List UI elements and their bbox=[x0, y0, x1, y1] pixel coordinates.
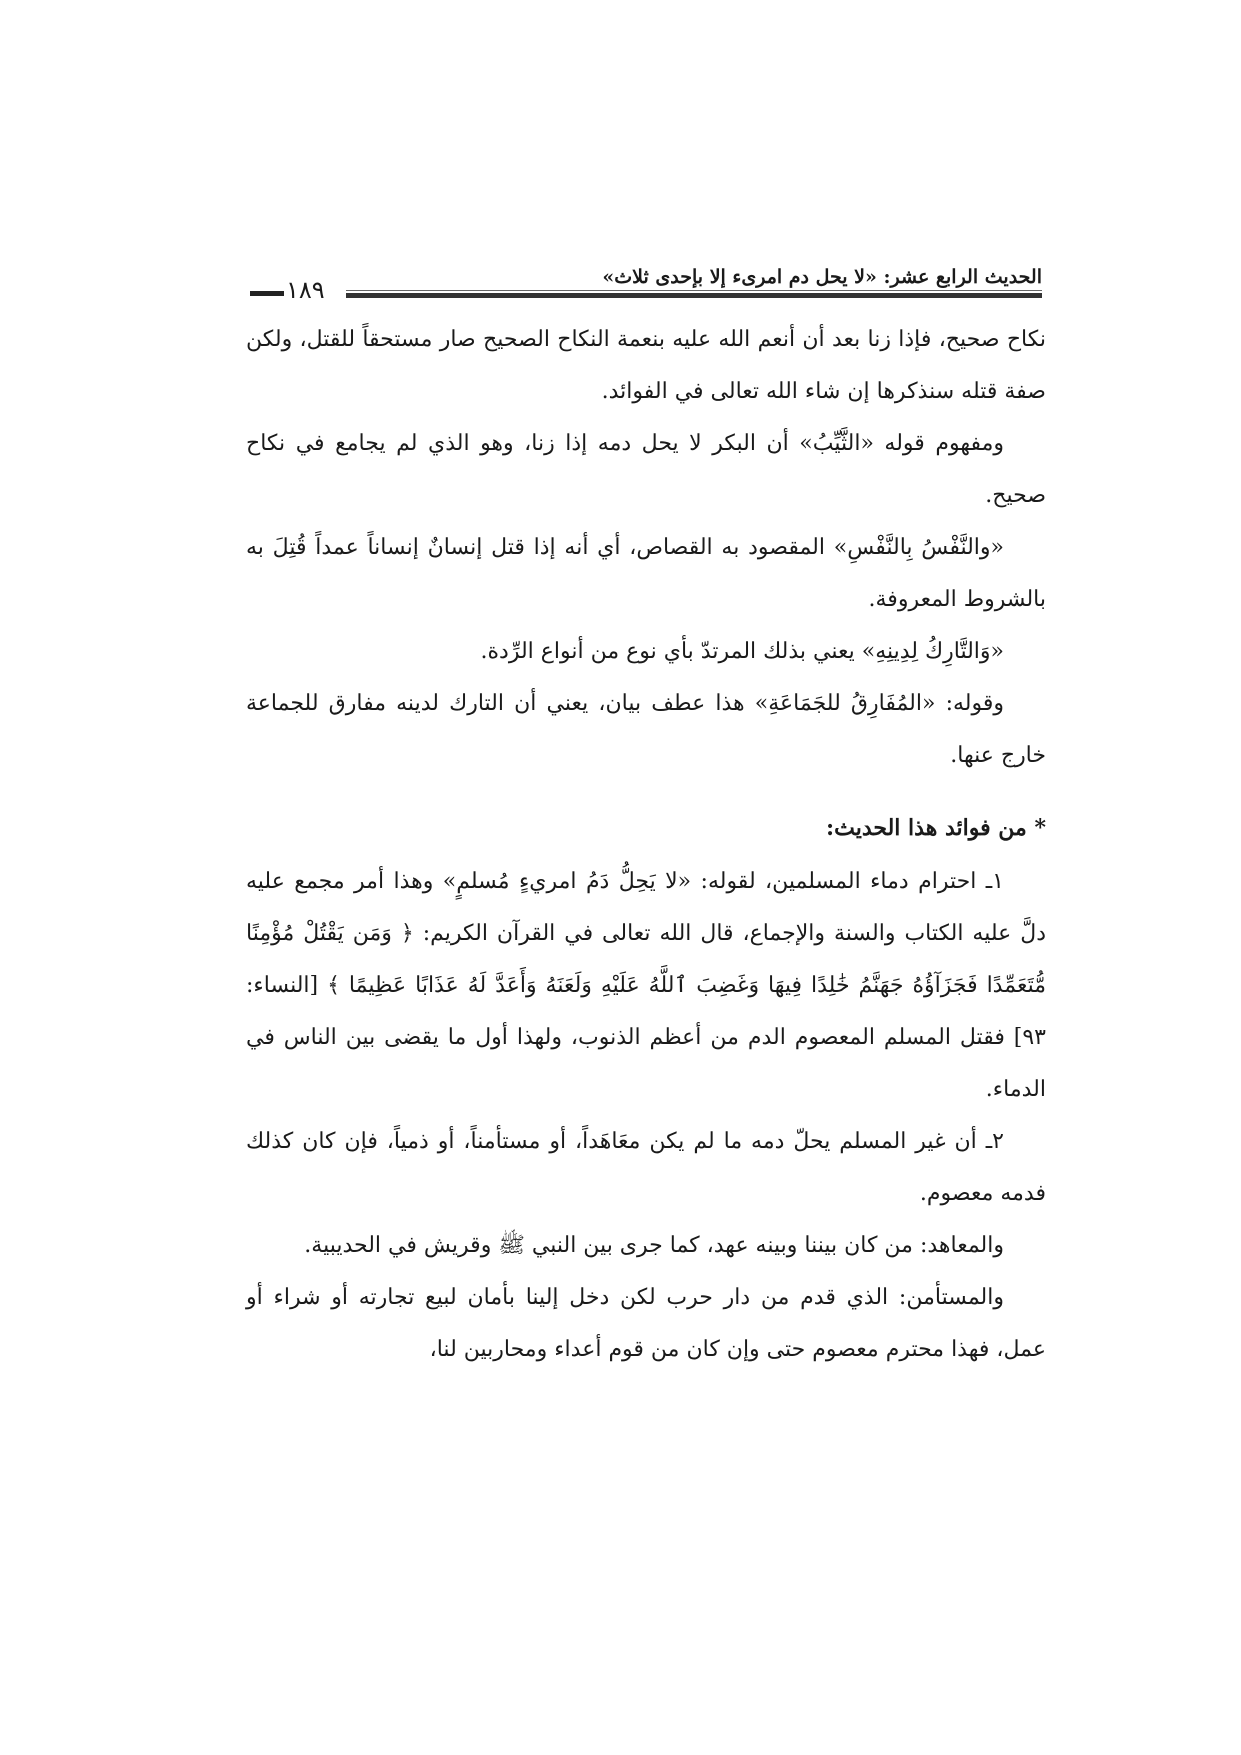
paragraph-continuation: نكاح صحيح، فإذا زنا بعد أن أنعم الله عليه بنعمة النكاح الصحيح صار مستحقاً للقتل، ولكن صفة قتله سنذكرها إن شاء الله تعالى في الفوائد. bbox=[246, 327, 1046, 404]
header-rule-right bbox=[346, 293, 1042, 298]
page-number: ١٨٩ bbox=[286, 276, 325, 304]
running-title: الحديث الرابع عشر: «لا يحل دم امرىء إلا بإحدى ثلاث» bbox=[602, 266, 1042, 288]
benefit-2: ٢ـ أن غير المسلم يحلّ دمه ما لم يكن معَاهَداً، أو مستأمناً، أو ذمياً، فإن كان كذلك فدمه معصوم. bbox=[246, 1129, 1046, 1206]
definition-mustamin: والمستأمن: الذي قدم من دار حرب لكن دخل إلينا بأمان لبيع تجارته أو شراء أو عمل، فهذا محترم معصوم حتى وإن كان من قوم أعداء ومحاربين لنا، bbox=[246, 1285, 1046, 1362]
paragraph-nafs: «والنَّفْسُ بِالنَّفْسِ» المقصود به القصاص، أي أنه إذا قتل إنسانٌ إنساناً عمداً قُتِلَ به بالشروط المعروفة. bbox=[246, 535, 1046, 612]
section-heading: * من فوائد هذا الحديث: bbox=[825, 815, 1046, 841]
benefit-1: ١ـ احترام دماء المسلمين، لقوله: «لا يَحِلُّ دَمُ امريءٍ مُسلمٍ» وهذا أمر مجمع عليه دلَّ عليه الكتاب والسنة والإجماع، قال الله تعالى في القرآن الكريم: ﴿ وَمَن يَقْتُلْ مُؤْمِنًا مُّتَعَمِّدًا فَجَزَآؤُهُ جَهَنَّمُ خَٰلِدًا فِيهَا وَغَضِبَ ٱللَّهُ عَلَيْهِ وَلَعَنَهُ وَأَعَدَّ لَهُ عَذَابًا عَظِيمًا ﴾ [النساء: ٩٣] فقتل المسلم المعصوم الدم من أعظم الذنوب، ولهذا أول ما يقضى بين الناس في الدماء. bbox=[246, 869, 1046, 1102]
paragraph-tarik: «وَالتَّارِكُ لِدِينِهِ» يعني بذلك المرتدّ بأي نوع من أنواع الرِّدة. bbox=[480, 639, 1004, 664]
header-rule-left bbox=[250, 291, 284, 296]
definition-muahad: والمعاهد: من كان بيننا وبينه عهد، كما جرى بين النبي ﷺ وقريش في الحديبية. bbox=[304, 1233, 1004, 1258]
page-header bbox=[250, 262, 1042, 312]
paragraph-thayyib: ومفهوم قوله «الثَّيِّبُ» أن البكر لا يحل دمه إذا زنا، وهو الذي لم يجامع في نكاح صحيح. bbox=[246, 431, 1046, 508]
paragraph-mufariq: وقوله: «المُفَارِقُ للجَمَاعَةِ» هذا عطف بيان، يعني أن التارك لدينه مفارق للجماعة خارج عنها. bbox=[246, 691, 1046, 768]
page-body bbox=[246, 314, 1046, 1376]
